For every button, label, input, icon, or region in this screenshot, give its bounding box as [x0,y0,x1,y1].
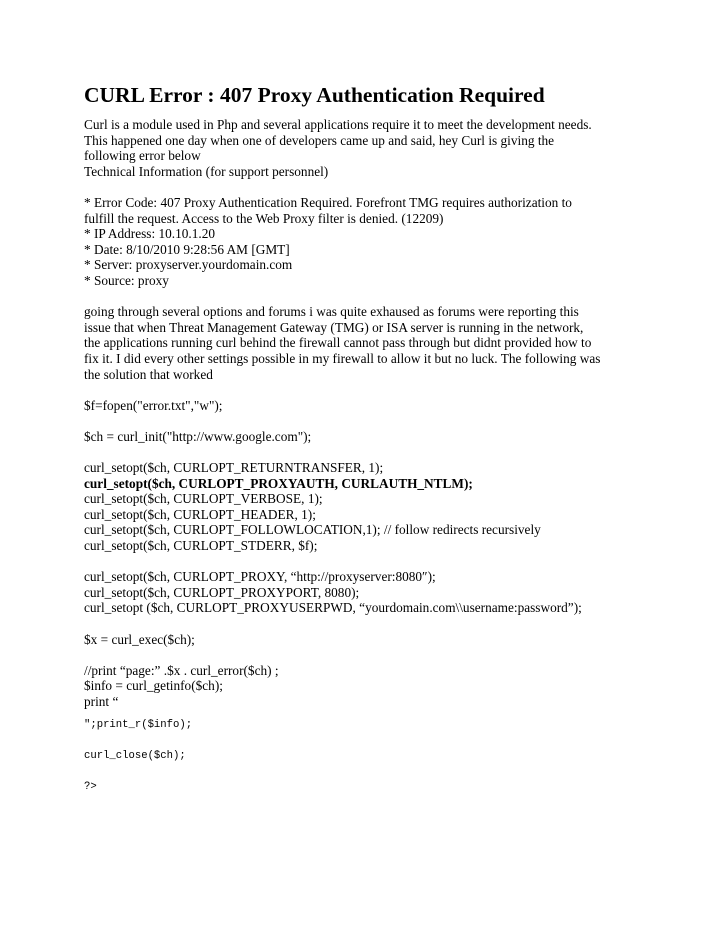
code-line-exec: $x = curl_exec($ch); [84,631,195,647]
code-line: curl_setopt($ch, CURLOPT_HEADER, 1); [84,506,316,522]
code-line: curl_setopt($ch, CURLOPT_RETURNTRANSFER, 1); [84,460,384,476]
code-line: curl_setopt ($ch, CURLOPT_PROXYUSERPWD, “yourdomain.com\\username:password”); [84,600,582,616]
code-line-highlighted: curl_setopt($ch, CURLOPT_PROXYAUTH, CURLAUTH_NTLM); [84,475,473,491]
mono-code-line: ?> [84,780,97,793]
code-line-fopen: $f=fopen("error.txt","w"); [84,397,223,413]
text-line: fix it. I did every other settings possible in my firewall to allow it but no luck. The following was [84,350,601,366]
code-line: curl_setopt($ch, CURLOPT_VERBOSE, 1); [84,491,323,507]
text-line: the applications running curl behind the firewall cannot pass through but didnt provided how to [84,335,592,351]
setopt-block [84,460,684,554]
error-line: * Error Code: 407 Proxy Authentication Required. Forefront TMG requires authorization to [84,194,572,210]
code-line-init: $ch = curl_init("http://www.google.com"); [84,428,312,444]
mono-code-line: ";print_r($info); [84,718,193,731]
text-line: following error below [84,148,201,164]
intro-paragraph [84,117,684,179]
document-title: CURL Error : 407 Proxy Authentication Required [84,83,545,107]
mono-block [84,718,684,795]
error-line: fulfill the request. Access to the Web Proxy filter is denied. (12209) [84,210,444,226]
error-line: * Source: proxy [84,272,169,288]
text-line: issue that when Threat Management Gateway (TMG) or ISA server is running in the network, [84,319,584,335]
mono-code-line: curl_close($ch); [84,749,186,762]
error-line: * Server: proxyserver.yourdomain.com [84,257,293,273]
text-line: Curl is a module used in Php and several applications require it to meet the development needs. [84,117,592,132]
text-line: the solution that worked [84,366,213,382]
proxy-block [84,569,684,616]
error-line: * Date: 8/10/2010 9:28:56 AM [GMT] [84,241,290,257]
code-line: $info = curl_getinfo($ch); [84,678,223,694]
code-line: curl_setopt($ch, CURLOPT_STDERR, $f); [84,538,318,554]
error-line: * IP Address: 10.10.1.20 [84,226,216,242]
text-line: This happened one day when one of developers came up and said, hey Curl is giving the [84,132,555,148]
text-line: Technical Information (for support personnel) [84,163,329,179]
code-line: print “ [84,693,119,709]
code-line: //print “page:” .$x . curl_error($ch) ; [84,662,279,678]
print-block [84,663,684,710]
code-line: curl_setopt($ch, CURLOPT_PROXY, “http://proxyserver:8080″); [84,569,436,585]
code-line: curl_setopt($ch, CURLOPT_PROXYPORT, 8080); [84,584,360,600]
text-line: going through several options and forums i was quite exhaused as forums were reporting this [84,304,579,320]
code-line: curl_setopt($ch, CURLOPT_FOLLOWLOCATION,1); // follow redirects recursively [84,522,541,538]
story-paragraph [84,304,684,382]
document-content [84,82,684,795]
error-details [84,195,684,289]
